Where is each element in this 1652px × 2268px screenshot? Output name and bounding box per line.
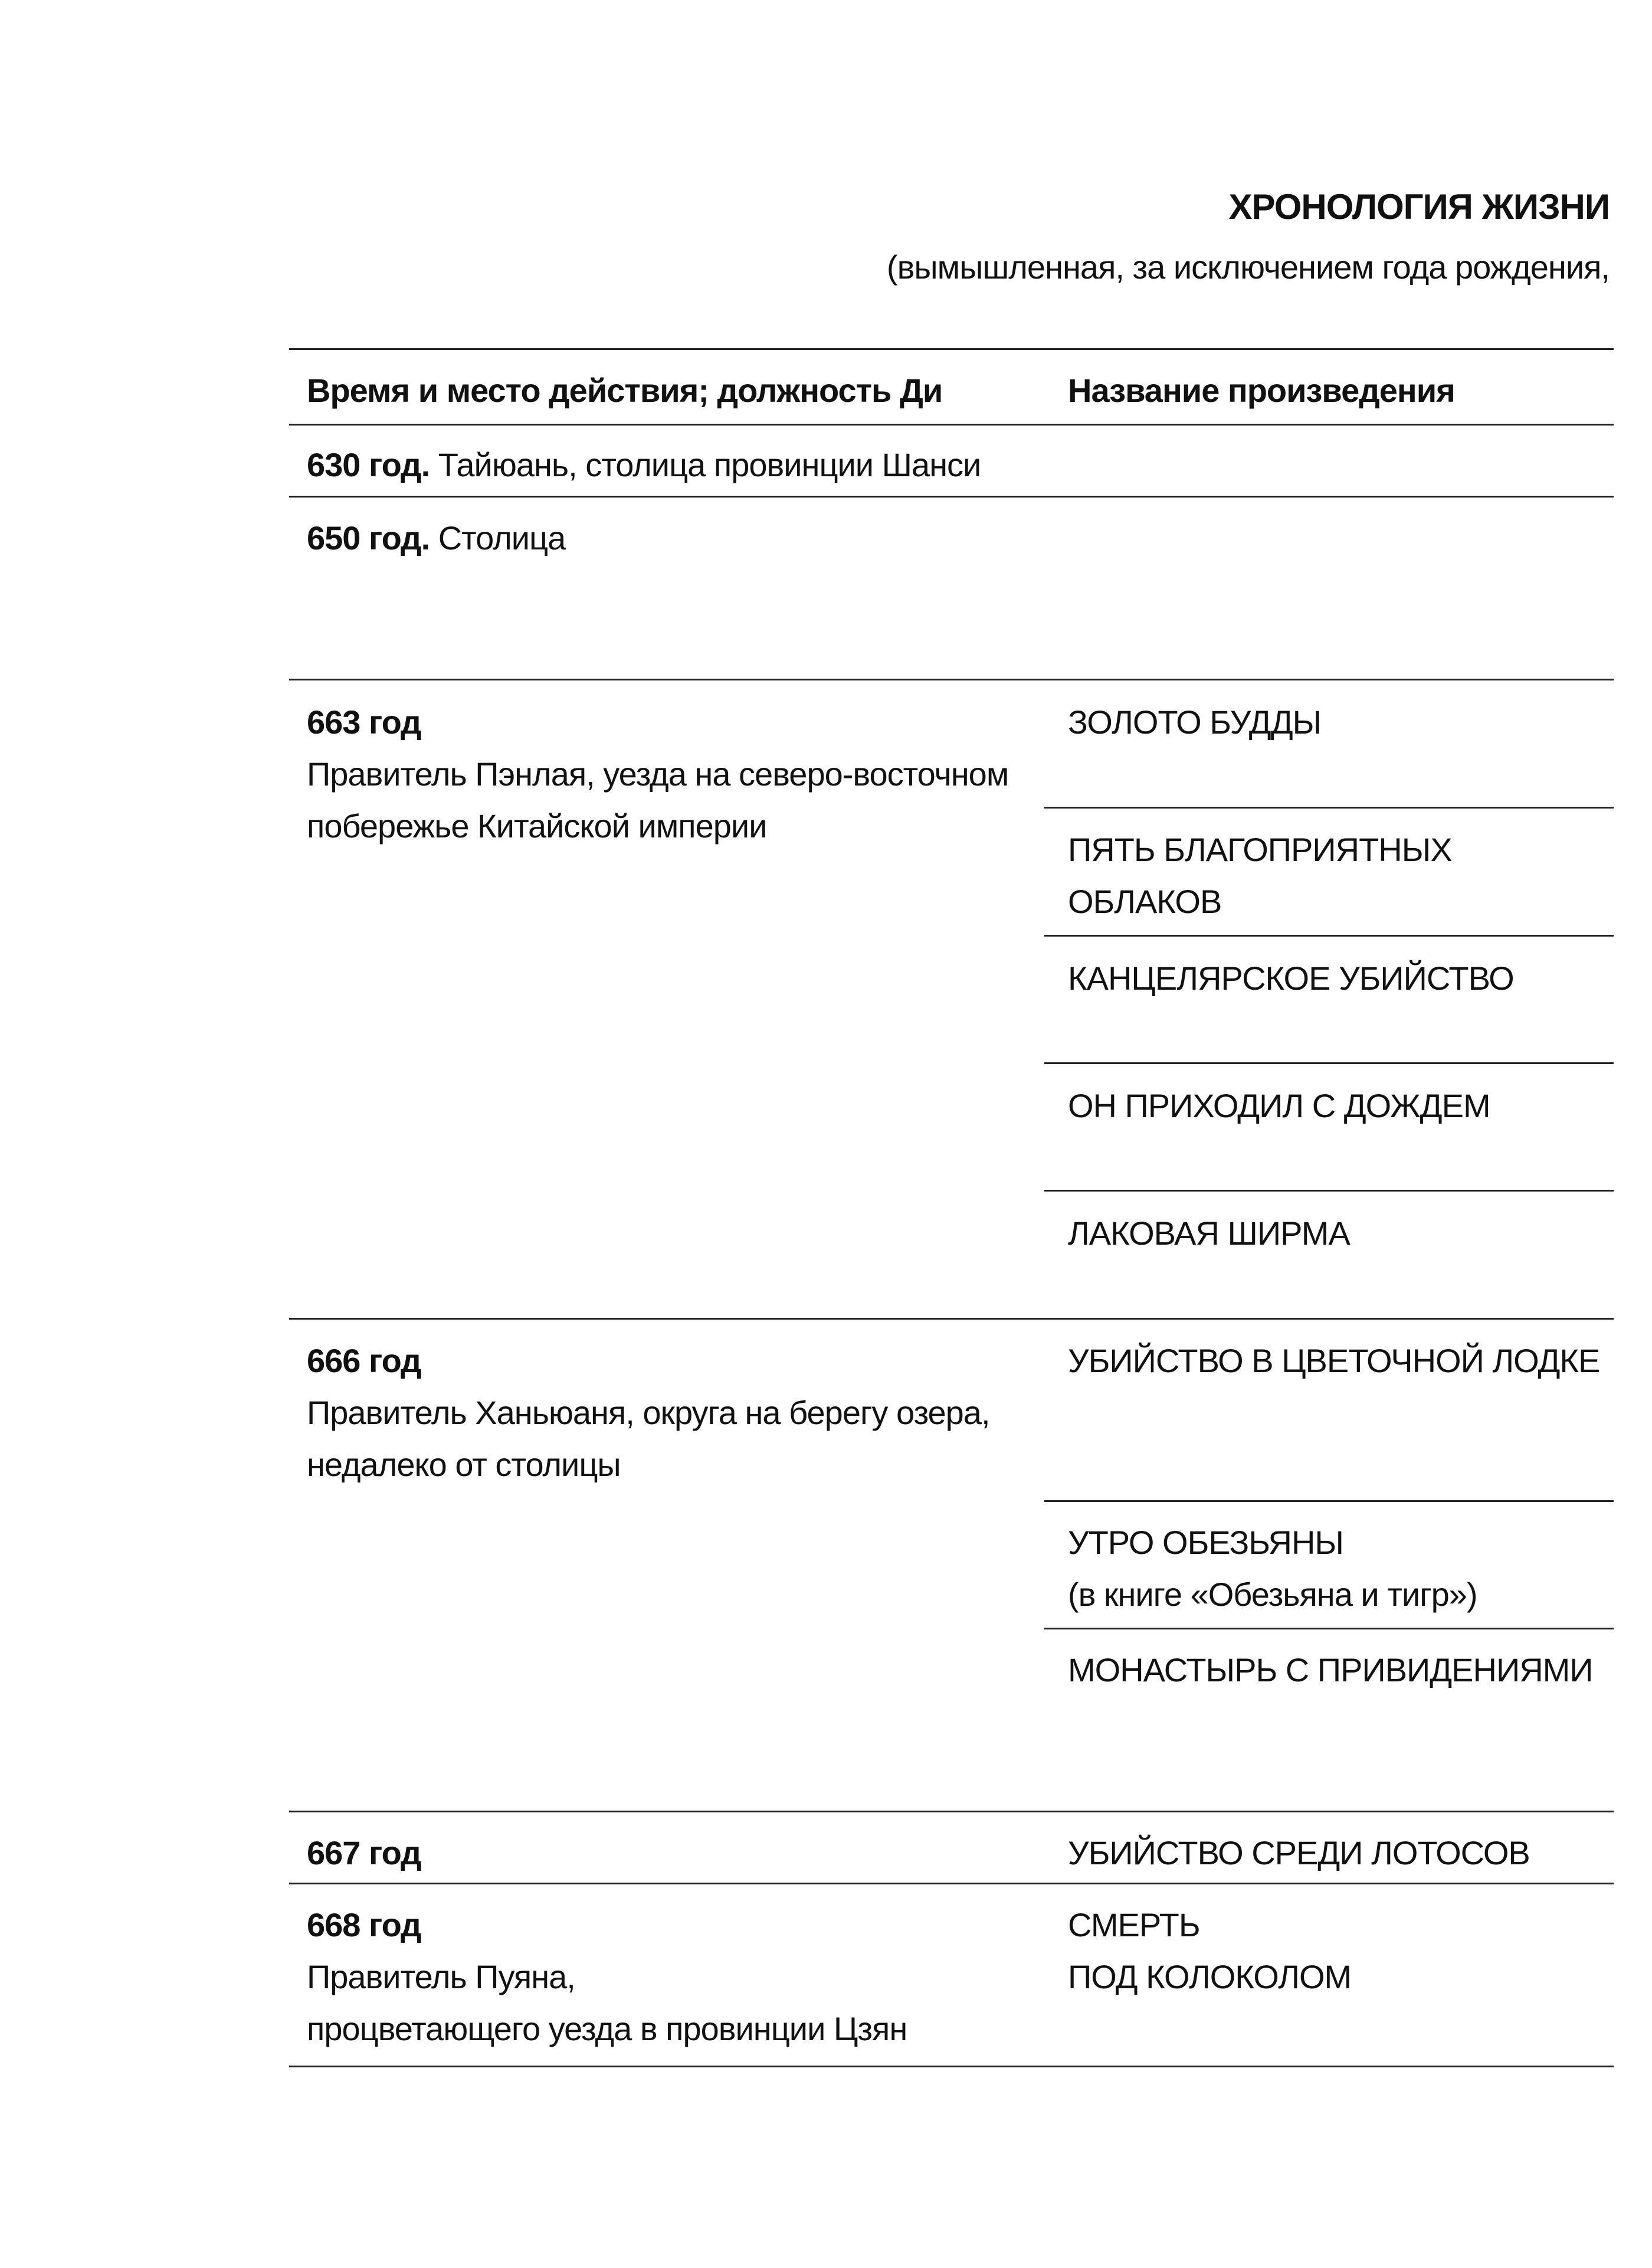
row-place: Тайюань, столица провинции Шанси xyxy=(438,446,981,483)
row-rule xyxy=(289,1811,1614,1812)
work-rule xyxy=(1044,807,1614,809)
table-top-rule xyxy=(289,348,1614,350)
work-rule xyxy=(1044,1062,1614,1064)
row-year: 650 год. xyxy=(307,519,430,557)
work-rule xyxy=(1044,1500,1614,1502)
work-title: ЗОЛОТО БУДДЫ xyxy=(1068,703,1322,741)
row-description: Правитель Пуяна, xyxy=(307,1958,575,1995)
work-title: ПОД КОЛОКОЛОМ xyxy=(1068,1958,1352,1995)
work-rule xyxy=(1044,1628,1614,1629)
row-description: недалеко от столицы xyxy=(307,1446,621,1483)
table-row xyxy=(307,511,565,565)
work-title: (в книге «Обезьяна и тигр») xyxy=(1068,1576,1477,1613)
work-title: ПЯТЬ БЛАГОПРИЯТНЫХ xyxy=(1068,831,1452,868)
row-rule xyxy=(289,679,1614,680)
row-year: 668 год xyxy=(307,1906,421,1943)
row-year: 667 год xyxy=(307,1834,421,1871)
header-rule xyxy=(289,424,1614,426)
row-rule xyxy=(289,1318,1614,1320)
row-year: 663 год xyxy=(307,703,421,741)
row-rule xyxy=(289,1883,1614,1884)
row-place: Столица xyxy=(438,519,566,557)
column-header-work-title: Название произведения xyxy=(1068,372,1455,409)
row-description: побережье Китайской империи xyxy=(307,807,767,845)
table-row xyxy=(307,438,981,492)
page-title: ХРОНОЛОГИЯ ЖИЗНИ xyxy=(1228,187,1610,227)
work-title: УТРО ОБЕЗЬЯНЫ xyxy=(1068,1524,1343,1561)
column-header-time-place: Время и место действия; должность Ди xyxy=(307,372,943,409)
work-title: УБИЙСТВО В ЦВЕТОЧНОЙ ЛОДКЕ xyxy=(1068,1342,1600,1379)
page-subtitle: (вымышленная, за исключением года рождения, xyxy=(886,248,1610,286)
row-rule xyxy=(289,496,1614,498)
work-title: ОН ПРИХОДИЛ С ДОЖДЕМ xyxy=(1068,1087,1490,1124)
work-title: ЛАКОВАЯ ШИРМА xyxy=(1068,1215,1350,1252)
row-year: 666 год xyxy=(307,1342,421,1379)
row-description: Правитель Ханьюаня, округа на берегу озера, xyxy=(307,1394,990,1431)
work-title: КАНЦЕЛЯРСКОЕ УБИЙСТВО xyxy=(1068,960,1514,997)
work-title: МОНАСТЫРЬ С ПРИВИДЕНИЯМИ xyxy=(1068,1651,1593,1688)
work-title: ОБЛАКОВ xyxy=(1068,883,1222,920)
row-description: Правитель Пэнлая, уезда на северо-восточном xyxy=(307,755,1009,793)
row-description: процветающего уезда в провинции Цзян xyxy=(307,2010,907,2047)
work-title: СМЕРТЬ xyxy=(1068,1906,1200,1943)
work-title: УБИЙСТВО СРЕДИ ЛОТОСОВ xyxy=(1068,1834,1530,1871)
table-bottom-rule xyxy=(289,2066,1614,2067)
work-rule xyxy=(1044,1190,1614,1192)
row-year: 630 год. xyxy=(307,446,430,483)
work-rule xyxy=(1044,935,1614,937)
